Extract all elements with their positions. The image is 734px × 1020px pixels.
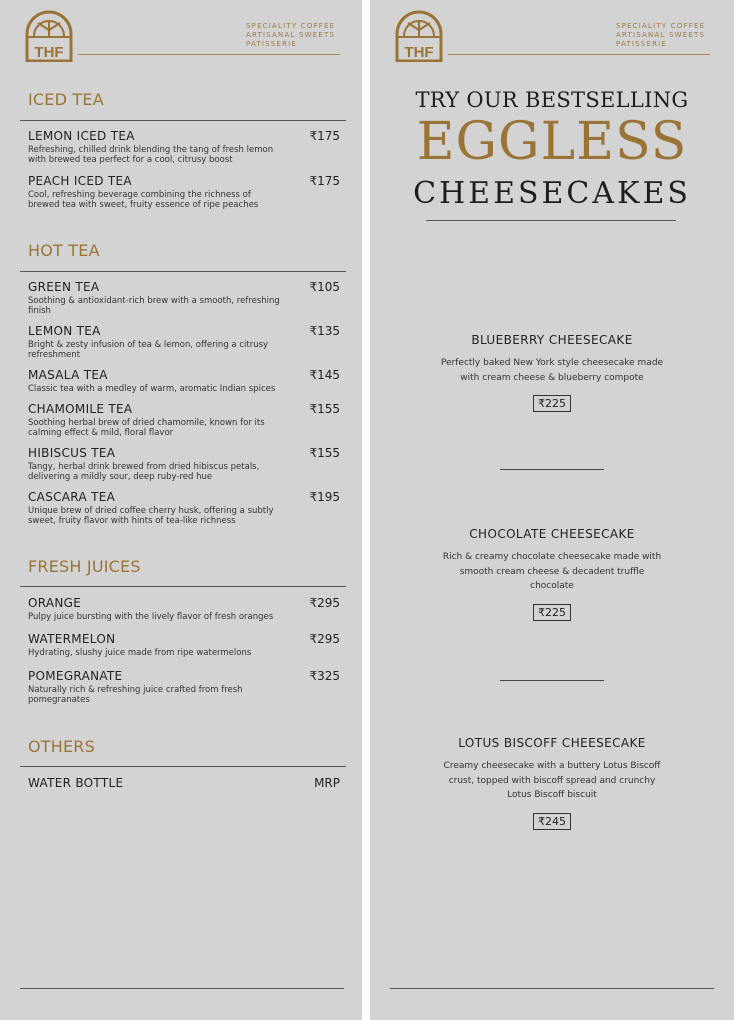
item-description: Classic tea with a medley of warm, aromatic Indian spices (28, 384, 276, 394)
item-name: PEACH ICED TEA (28, 174, 132, 188)
menu-item (28, 402, 340, 438)
item-price: ₹145 (309, 368, 340, 382)
cheesecake-item (370, 736, 734, 830)
menu-item (28, 596, 340, 622)
hero-subtitle: TRY OUR BESTSELLING (415, 88, 689, 112)
cake-price-badge: ₹245 (533, 813, 571, 830)
tagline-line: PATISSERIE (246, 40, 298, 48)
menu-page-right (370, 0, 734, 1020)
tagline-line: SPECIALITY COFFEE (246, 22, 336, 30)
hero-divider (426, 220, 676, 221)
menu-item (28, 368, 340, 394)
item-name: WATERMELON (28, 632, 116, 646)
section-divider (20, 586, 346, 587)
header-divider (448, 54, 710, 55)
cake-name: LOTUS BISCOFF CHEESECAKE (458, 736, 646, 750)
logo-text: THF (404, 44, 434, 61)
section-divider (20, 766, 346, 767)
tagline-line: SPECIALITY COFFEE (616, 22, 706, 30)
section-divider (20, 271, 346, 272)
cake-description: Rich & creamy chocolate cheesecake made with smooth cream cheese & decadent truffle chocolate (442, 552, 662, 591)
menu-item (28, 446, 340, 482)
menu-item (28, 669, 340, 705)
menu-item (28, 776, 340, 790)
item-name: ORANGE (28, 596, 82, 610)
cake-price-badge: ₹225 (533, 604, 571, 621)
tagline (616, 22, 705, 49)
item-price: ₹295 (309, 596, 340, 610)
menu-item (28, 324, 340, 360)
item-price: ₹155 (309, 402, 340, 416)
item-description: Cool, refreshing beverage combining the richness of brewed tea with sweet, fruity essence of ripe peaches (28, 190, 259, 210)
item-name: LEMON TEA (28, 324, 101, 338)
tagline-line: ARTISANAL SWEETS (616, 31, 706, 39)
item-price: ₹155 (309, 446, 340, 460)
logo-text: THF (34, 44, 64, 61)
tagline-line: ARTISANAL SWEETS (246, 31, 336, 39)
cake-name: CHOCOLATE CHEESECAKE (469, 527, 635, 541)
menu-item (28, 129, 340, 165)
item-divider (500, 469, 604, 470)
menu-page-left (0, 0, 362, 1020)
item-price: ₹295 (309, 632, 340, 646)
section-divider (20, 120, 346, 121)
cake-name: BLUEBERRY CHEESECAKE (471, 333, 633, 347)
item-divider (500, 680, 604, 681)
item-name: HIBISCUS TEA (28, 446, 116, 460)
thf-logo-icon (24, 10, 74, 62)
item-description: Pulpy juice bursting with the lively flavor of fresh oranges (28, 612, 274, 622)
section-title-fresh-juices: FRESH JUICES (28, 557, 141, 576)
item-price: MRP (314, 776, 340, 790)
cake-description: Perfectly baked New York style cheesecake made with cream cheese & blueberry compote (440, 358, 664, 383)
menu-item (28, 174, 340, 210)
item-price: ₹195 (309, 490, 340, 504)
item-description: Hydrating, slushy juice made from ripe watermelons (28, 648, 252, 658)
item-name: MASALA TEA (28, 368, 108, 382)
item-name: CASCARA TEA (28, 490, 116, 504)
item-price: ₹135 (309, 324, 340, 338)
section-title-iced-tea: ICED TEA (28, 90, 104, 109)
item-name: GREEN TEA (28, 280, 100, 294)
item-price: ₹105 (309, 280, 340, 294)
hero-title: EGGLESS (416, 112, 688, 172)
thf-logo-icon (394, 10, 444, 62)
section-title-hot-tea: HOT TEA (28, 241, 100, 260)
hero-heading: CHEESECAKES (413, 176, 691, 211)
item-description: Soothing herbal brew of dried chamomile, known for its calming effect & mild, floral flavor (28, 418, 265, 438)
section-title-others: OTHERS (28, 737, 95, 756)
item-price: ₹175 (309, 129, 340, 143)
item-price: ₹325 (309, 669, 340, 683)
item-description: Tangy, herbal drink brewed from dried hibiscus petals, delivering a mildly sour, deep ruby-red hue (28, 462, 260, 482)
menu-item (28, 280, 340, 316)
item-name: WATER BOTTLE (28, 776, 124, 790)
cheesecake-item (370, 527, 734, 621)
tagline (246, 22, 335, 49)
item-description: Naturally rich & refreshing juice crafted from fresh pomegranates (28, 685, 243, 705)
item-name: POMEGRANATE (28, 669, 123, 683)
cheesecake-item (370, 333, 734, 412)
menu-item (28, 490, 340, 526)
footer-divider (390, 988, 714, 989)
cake-price-badge: ₹225 (533, 395, 571, 412)
footer-divider (20, 988, 344, 989)
item-description: Bright & zesty infusion of tea & lemon, offering a citrusy refreshment (28, 340, 269, 360)
tagline-line: PATISSERIE (616, 40, 668, 48)
menu-item (28, 632, 340, 658)
item-name: LEMON ICED TEA (28, 129, 135, 143)
item-price: ₹175 (309, 174, 340, 188)
item-description: Refreshing, chilled drink blending the tang of fresh lemon with brewed tea perfect for a cool, citrusy boost (28, 145, 274, 165)
cake-description: Creamy cheesecake with a buttery Lotus Biscoff crust, topped with biscoff spread and crunchy Lotus Biscoff biscuit (443, 761, 661, 800)
header-divider (78, 54, 340, 55)
item-description: Unique brew of dried coffee cherry husk, offering a subtly sweet, fruity flavor with hints of tea-like richness (28, 506, 274, 526)
item-description: Soothing & antioxidant-rich brew with a smooth, refreshing finish (28, 296, 280, 316)
item-name: CHAMOMILE TEA (28, 402, 133, 416)
